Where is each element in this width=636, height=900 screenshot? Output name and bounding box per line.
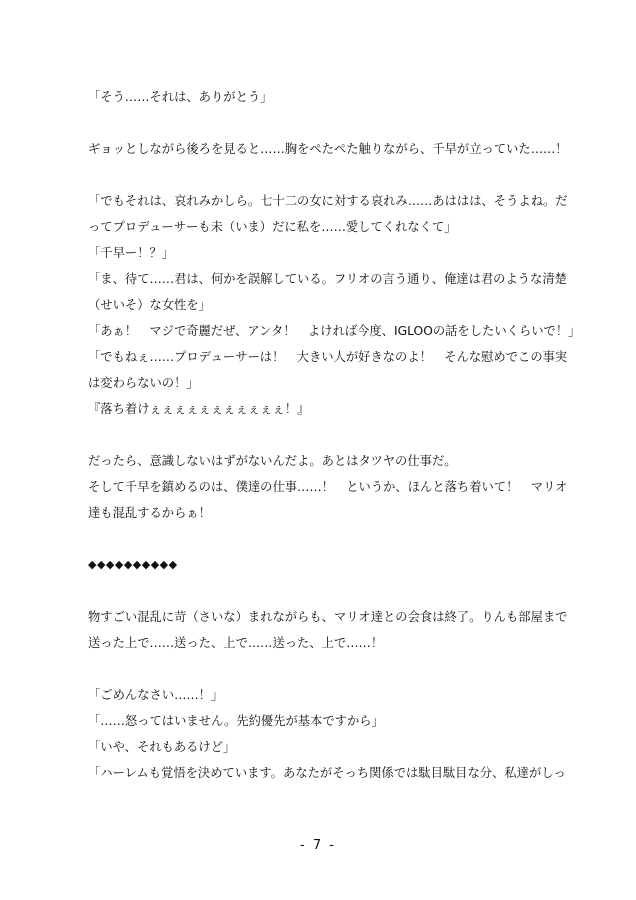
text-line: 「いや、それもあるけど」 bbox=[88, 740, 236, 754]
text-line: 「でもそれは、哀れみかしら。七十二の女に対する哀れみ……あははは、そうよね。だ bbox=[88, 194, 568, 208]
text-line: （せいそ）な女性を」 bbox=[88, 298, 211, 312]
page-number: - 7 - bbox=[300, 838, 336, 853]
text-line: 達も混乱するからぁ！ bbox=[88, 506, 211, 520]
text-line: 物すごい混乱に苛（さいな）まれながらも、マリオ達との会食は終了。りんも部屋まで bbox=[88, 610, 568, 624]
text-line: 「ごめんなさい……！」 bbox=[88, 688, 224, 702]
text-line: ギョッとしながら後ろを見ると……胸をぺたぺた触りながら、千早が立っていた……！ bbox=[88, 142, 568, 156]
text-line: ってプロデューサーも未（いま）だに私を……愛してくれなくて」 bbox=[88, 220, 457, 234]
text-line: 「あぁ！ マジで奇麗だぜ、アンタ！ よければ今度、IGLOOの話をしたいくらいで！」 bbox=[88, 324, 581, 338]
text-line: 「そう……それは、ありがとう」 bbox=[88, 90, 273, 104]
text-line: 「千早ー！？」 bbox=[88, 246, 175, 260]
text-line: そして千早を鎮めるのは、僕達の仕事……！ というか、ほんと落ち着いて！ マリオ bbox=[88, 480, 568, 494]
text-line: だったら、意識しないはずがないんだよ。あとはタツヤの仕事だ。 bbox=[88, 454, 457, 468]
text-line: 「ハーレムも覚悟を決めています。あなたがそっち関係では駄目駄目な分、私達がしっ bbox=[88, 766, 566, 780]
text-line: 「……怒ってはいません。先約優先が基本ですから」 bbox=[88, 714, 384, 728]
text-line: 『落ち着けぇぇぇぇぇぇぇぇぇぇぇ！』 bbox=[88, 402, 310, 416]
section-separator: ◆◆◆◆◆◆◆◆◆◆ bbox=[88, 558, 178, 571]
text-line: 「でもねぇ……プロデューサーは！ 大きい人が好きなのよ！ そんな慰めでこの事実 bbox=[88, 350, 568, 364]
text-line: 送った上で……送った、上で……送った、上で……！ bbox=[88, 636, 384, 650]
text-line: 「ま、待て……君は、何かを誤解している。フリオの言う通り、俺達は君のような清楚 bbox=[88, 272, 567, 286]
text-line: は変わらないの！」 bbox=[88, 376, 199, 390]
